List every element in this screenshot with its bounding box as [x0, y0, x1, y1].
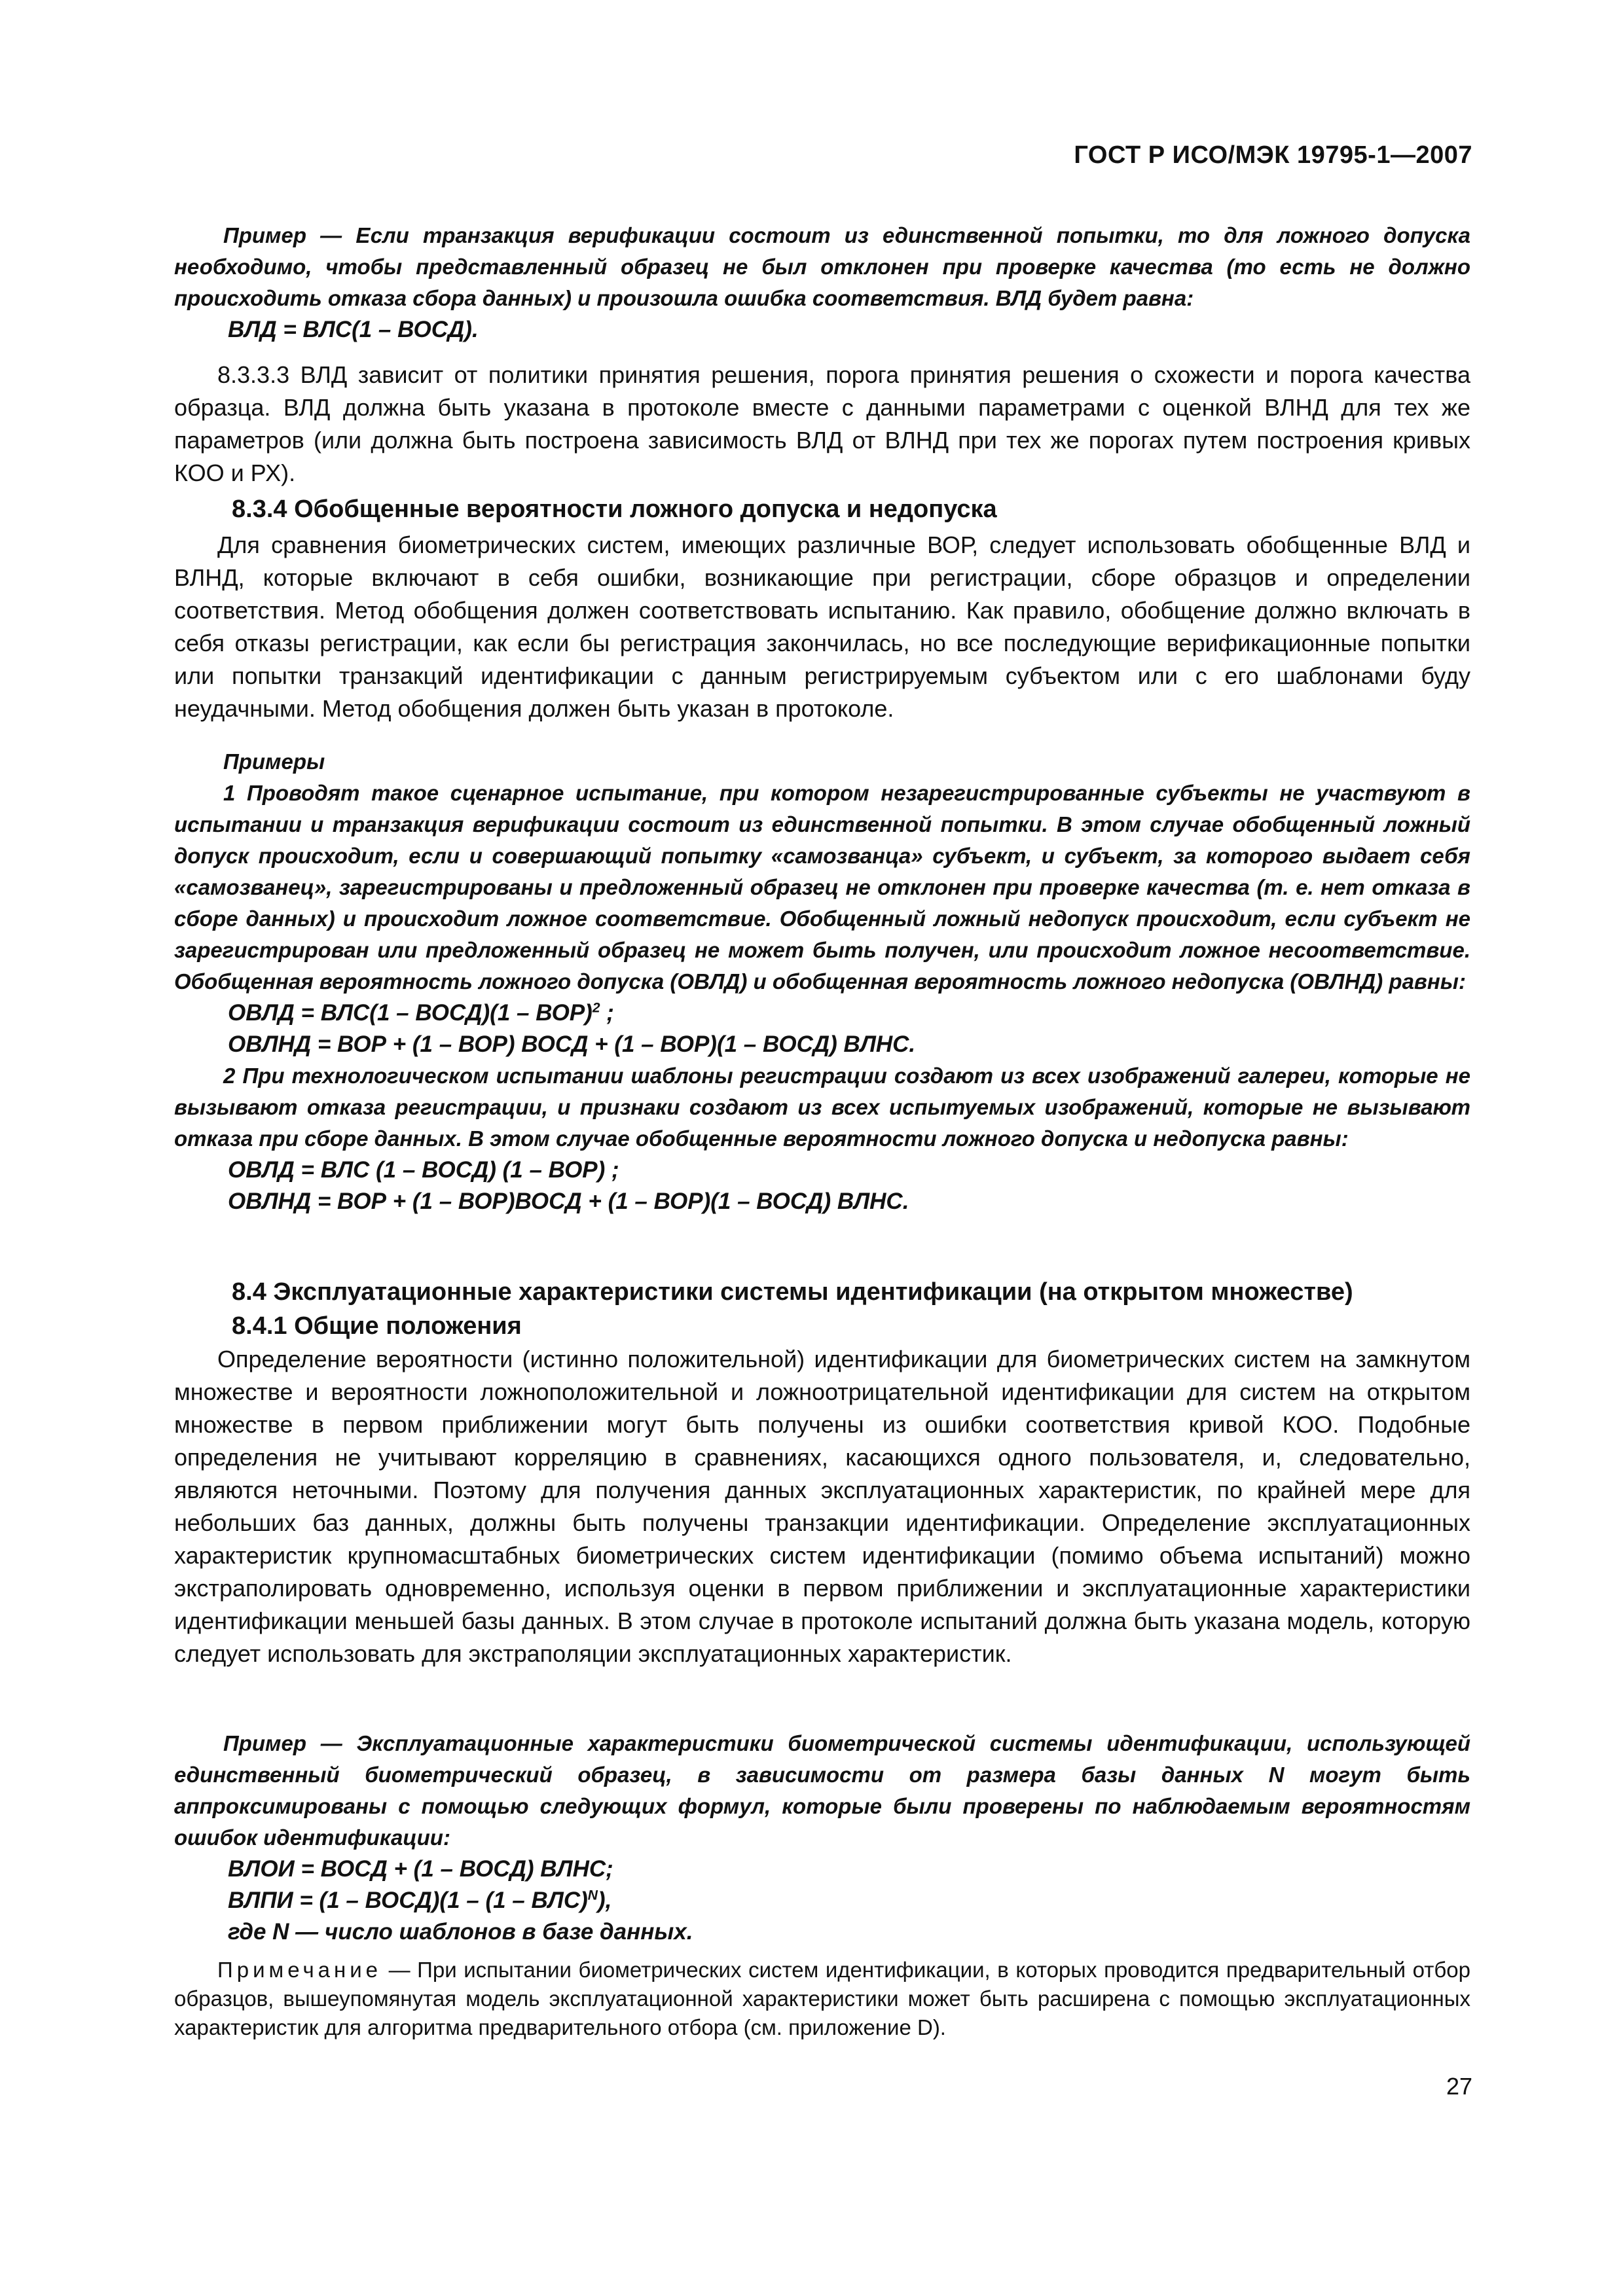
example-2-intro: Пример — Эксплуатационные характеристики биометрической системы идентификации, использующей единственный биометрический образец, в зависимости от размера базы данных N могут быть аппроксимированы с помощью следующих формул, которые были проверены по наблюдаемым вероятностям ошибок идентификации: — [174, 1731, 1470, 1850]
paragraph-8-3-3-3: 8.3.3.3 ВЛД зависит от политики принятия решения, порога принятия решения о схожести и порога качества образца. ВЛД должна быть указана в протоколе вместе с данными параметрами с оценкой ВЛНД для тех же параметров (или должна быть построена зависимость ВЛД от ВЛНД при тех же порогах путем построения кривых КОО и РХ). — [174, 361, 1470, 486]
formula-ovld-2: ОВЛД = ВЛС (1 – ВОСД) (1 – ВОР) ; — [228, 1157, 619, 1183]
heading-8-4: 8.4 Эксплуатационные характеристики системы идентификации (на открытом множестве) — [232, 1278, 1353, 1306]
examples-block — [174, 746, 1470, 1217]
note-text: — При испытании биометрических систем идентификации, в которых проводится предварительный отбор образцов, вышеупомянутая модель эксплуатационной характеристики может быть расширена с помощью эксплуатационных характеристик для алгоритма предварительного отбора (см. приложение D). — [174, 1958, 1470, 2039]
paragraph-8-3-4: Для сравнения биометрических систем, имеющих различные ВОР, следует использовать обобщенные ВЛД и ВЛНД, которые включают в себя ошибки, возникающие при регистрации, сборе образцов и определении соответствия. Метод обобщения должен соответствовать испытанию. Как правило, обобщение должно включать в себя отказы регистрации, как если бы регистрация закончилась, но все последующие верификационные попытки или попытки транзакций идентификации с данным регистрируемым субъектом или с его шаблонами буду неудачными. Метод обобщения должен быть указан в протоколе. — [174, 531, 1470, 722]
formula-vlpi: ВЛПИ = (1 – ВОСД)(1 – (1 – ВЛС)$^N$), — [228, 1888, 612, 1913]
formula-ovld-1: ОВЛД = ВЛС(1 – ВОСД)(1 – ВОР)$^2$ ; — [228, 1000, 614, 1026]
formula-ovlnd-2: ОВЛНД = ВОР + (1 – ВОР)ВОСД + (1 – ВОР)(1 – ВОСД) ВЛНС. — [228, 1189, 909, 1214]
example-identification — [174, 1728, 1470, 1948]
paragraph-8-4-1: Определение вероятности (истинно положительной) идентификации для биометрических систем на замкнутом множестве и вероятности ложноположительной и ложноотрицательной идентификации для систем на открытом множестве в первом приближении могут быть получены из ошибки соответствия кривой КОО. Подобные определения не учитывают корреляцию в сравнениях, касающихся одного пользователя, и, следовательно, являются неточными. Поэтому для получения данных эксплуатационных характеристик, по крайней мере для небольших баз данных, должны быть получены транзакции идентификации. Определение эксплуатационных характеристик крупномасштабных биометрических систем идентификации (помимо объема испытаний) можно экстраполировать одновременно, используя оценки в первом приближении и эксплуатационные характеристики идентификации меньшей базы данных. В этом случае в протоколе испытаний должна быть указана модель, которую следует использовать для экстраполяции эксплуатационных характеристик. — [174, 1346, 1470, 1667]
page-number: 27 — [1446, 2073, 1472, 2100]
examples-label: Примеры — [223, 749, 325, 774]
heading-8-4-1: 8.4.1 Общие положения — [232, 1312, 522, 1340]
example-1-text: 1 Проводят такое сценарное испытание, при котором незарегистрированные субъекты не участвуют в испытании и транзакция верификации состоит из единственной попытки. В этом случае обобщенный ложный допуск происходит, если и совершающий попытку «самозванца» субъект, и субъект, за которого выдает себя «самозванец», зарегистрированы и предложенный образец не отклонен при проверке качества (т. е. нет отказа в сборе данных) и происходит ложное соответствие. Обобщенный ложный недопуск происходит, если субъект не зарегистрирован или предложенный образец не может быть получен, или происходит ложное несоответствие. Обобщенная вероятность ложного допуска (ОВЛД) и обобщенная вероятность ложного недопуска (ОВЛНД) равны: — [174, 781, 1470, 994]
example-text: Пример — Если транзакция верификации состоит из единственной попытки, то для ложного допуска необходимо, чтобы представленный образец не был отклонен при проверке качества (то есть не должно происходить отказа сбора данных) и произошла ошибка соответствия. ВЛД будет равна: — [174, 223, 1470, 310]
formula-ovlnd-1: ОВЛНД = ВОР + (1 – ВОР) ВОСД + (1 – ВОР)(1 – ВОСД) ВЛНС. — [228, 1031, 916, 1057]
formula-vld: ВЛД = ВЛС(1 – ВОСД). — [228, 317, 479, 342]
note-paragraph — [174, 1956, 1470, 2042]
document-header: ГОСТ Р ИСО/МЭК 19795-1—2007 — [1074, 141, 1472, 169]
example-2-text: 2 При технологическом испытании шаблоны регистрации создают из всех изображений галереи, которые не вызывают отказа регистрации, и признаки создают из всех испытуемых изображений, которые не вызывают отказа при сборе данных. В этом случае обобщенные вероятности ложного допуска и недопуска равны: — [174, 1064, 1470, 1151]
note-label: Примечание — [217, 1958, 382, 1982]
formula-vloi: ВЛОИ = ВОСД + (1 – ВОСД) ВЛНС; — [228, 1856, 613, 1882]
formula-where: где N — число шаблонов в базе данных. — [228, 1919, 693, 1945]
heading-8-3-4: 8.3.4 Обобщенные вероятности ложного допуска и недопуска — [232, 495, 997, 523]
example-verification — [174, 220, 1470, 346]
